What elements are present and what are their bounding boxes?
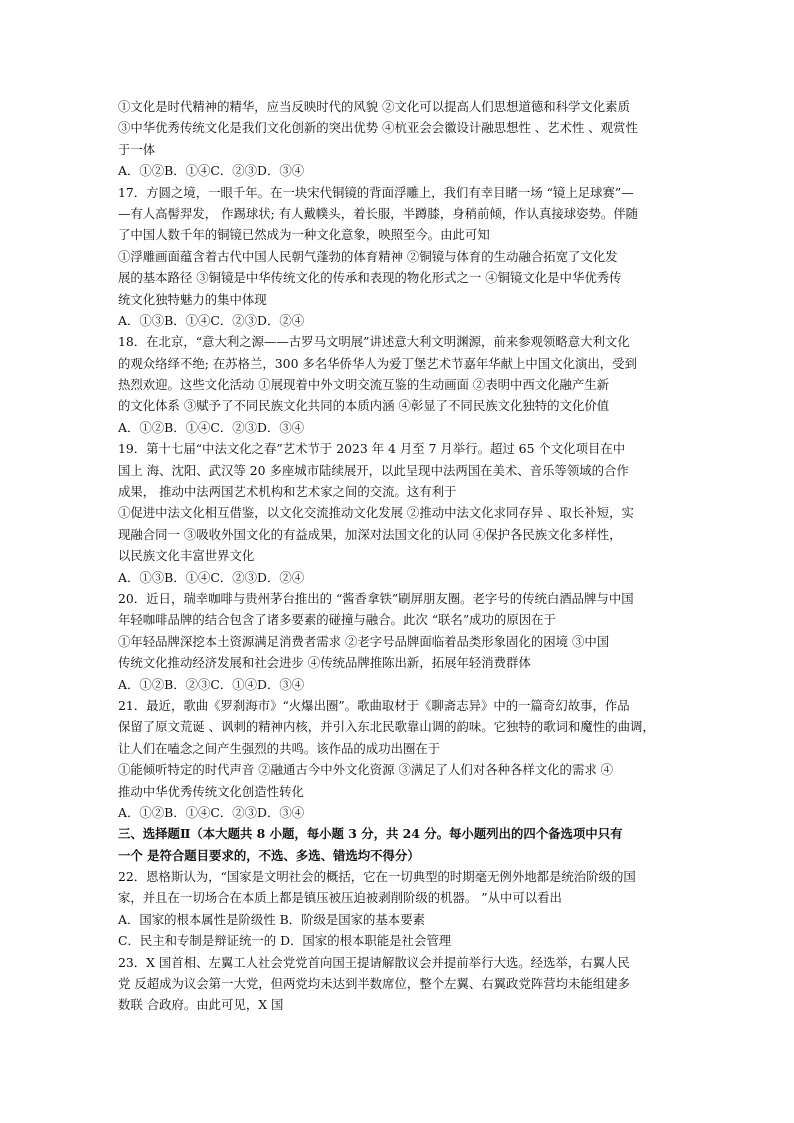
text-line: 让人们在嗑念之间产生强烈的共鸣。该作品的成功出圈在于 <box>118 740 441 756</box>
question-20: 20．近日，瑞幸咖啡与贵州茅台推出的 “酱香拿铁”刷屏朋友圈。老字号的传统白酒品牌与中国 <box>118 590 634 606</box>
question-18: 18．在北京，“意大利之源——古罗马文明展”讲述意大利文明渊源，前来参观领略意大利文化 <box>118 334 630 350</box>
answer-option-line: A．国家的根本属性是阶级性 B．阶级是国家的基本要素 <box>118 911 425 927</box>
text-line: 保留了原文荒诞 、讽刺的精神内核，并引入东北民歌靠山调的韵味。它独特的歌词和魔性的曲调， <box>118 719 655 735</box>
answer-options: A．①②B．①④C．②③D．③④ <box>118 419 305 435</box>
answer-options: A．①②B．①④C．②③D．③④ <box>118 804 305 820</box>
text-line: 传统文化推动经济发展和社会进步 ④传统品牌推陈出新，拓展年轻消费群体 <box>118 655 531 671</box>
answer-options: A．①②B．①④C．②③D．③④ <box>118 163 305 179</box>
text-line: ①年轻品牌深挖本土资源满足消费者需求 ②老字号品牌面临着品类形象固化的困境 ③中国 <box>118 633 610 649</box>
section-heading-cont: 一个 是符合题目要求的，不选、多选、错选均不得分） <box>118 847 420 863</box>
text-line: 了中国人数千年的铜镜已然成为一种文化意象，映照至今。由此可知 <box>118 227 490 243</box>
answer-options: A．①②B．②③C．①④D．③④ <box>118 676 305 692</box>
text-line: ①促进中法文化相互借鉴，以文化交流推动文化发展 ②推动中法文化求同存异 、取长补短，实 <box>118 505 634 521</box>
answer-options: A．①③B．①④C．②③D．②④ <box>118 569 305 585</box>
text-line: 热烈欢迎。这些文化活动 ①展现着中外文明交流互鉴的生动画面 ②表明中西文化融产生新 <box>118 377 610 393</box>
text-line: 成果， 推动中法两国艺术机构和艺术家之间的交流。这有利于 <box>118 484 457 500</box>
text-line: 现融合同一 ③吸收外国文化的有益成果，加深对法国文化的认同 ④保护各民族文化多样性， <box>118 526 622 542</box>
document-page <box>118 96 678 1016</box>
text-line: —有人高髻羿发， 作踢球状; 有人戴幞头，着长服，半蹲膝，身稍前倾，作认真接球姿势。伴随 <box>118 205 639 221</box>
text-line: 以民族文化丰富世界文化 <box>118 548 255 564</box>
text-line: ③中华优秀传统文化是我们文化创新的突出优势 ④杭亚会会徽设计融思想性 、艺术性 、观赏性 <box>118 120 638 136</box>
text-line: 的观众络绎不绝; 在苏格兰，300 多名华侨华人为爱丁堡艺术节嘉年华献上中国文化演出，受到 <box>118 355 637 371</box>
text-line: ①能倾听特定的时代声音 ②融通古今中外文化资源 ③满足了人们对各种各样文化的需求 ④ <box>118 762 614 778</box>
question-19: 19．第十七届“中法文化之春”艺术节于 2023 年 4 月至 7 月举行。超过 65 个文化项目在中 <box>118 441 626 457</box>
question-21: 21．最近，歌曲《罗刹海市》“火爆出圈”。歌曲取材于《聊斋志异》中的一篇奇幻故事，作品 <box>118 697 630 713</box>
text-line: 数联 合政府。由此可见，X 国 <box>118 997 284 1013</box>
text-line: 党 反超成为议会第一大党，但两党均未达到半数席位，整个左翼、右翼政党阵营均未能组建多 <box>118 976 630 992</box>
text-line: 展的基本路径 ③铜镜是中华传统文化的传承和表现的物化形式之一 ④铜镜文化是中华优秀传 <box>118 270 622 286</box>
text-line: ①浮雕画面蕴含着古代中国人民朝气蓬勃的体育精神 ②铜镜与体育的生动融合拓宽了文化发 <box>118 248 618 264</box>
section-heading: 三、选择题Ⅱ（本大题共 8 小题，每小题 3 分，共 24 分。每小题列出的四个备选项中只有 <box>118 826 623 842</box>
answer-options: A．①③B．①④C．②③D．②④ <box>118 312 305 328</box>
text-line: 家，并且在一切场合在本质上都是镇压被压迫被剥削阶级的机器。 ”从中可以看出 <box>118 890 562 906</box>
text-line: 统文化独特魅力的集中体现 <box>118 291 267 307</box>
text-line: 国上 海、沈阳、武汉等 20 多座城市陆续展开，以此呈现中法两国在美术、音乐等领域的合作 <box>118 462 629 478</box>
text-line: 年轻咖啡品牌的结合包含了诸多要素的碰撞与融合。此次 “联名”成功的原因在于 <box>118 612 556 628</box>
text-line: 推动中华优秀传统文化创造性转化 <box>118 783 304 799</box>
answer-option-line: C．民主和专制是辩证统一的 D．国家的根本职能是社会管理 <box>118 933 452 949</box>
question-17: 17．方圆之境，一眼千年。在一块宋代铜镜的背面浮雕上，我们有幸目睹一场 “镜上足球赛”— <box>118 184 634 200</box>
question-23: 23．X 国首相、左翼工人社会党党首向国王提请解散议会并提前举行大选。经选举，右翼人民 <box>118 954 630 970</box>
question-22: 22．恩格斯认为，“国家是文明社会的概括，它在一切典型的时期毫无例外地都是统治阶级的国 <box>118 869 636 885</box>
text-line: 于一体 <box>118 141 156 157</box>
text-line: ①文化是时代精神的精华，应当反映时代的风貌 ②文化可以提高人们思想道德和科学文化素质 <box>118 99 630 114</box>
text-line: 的文化体系 ③赋予了不同民族文化共同的本质内涵 ④彰显了不同民族文化独特的文化价值 <box>118 398 610 414</box>
